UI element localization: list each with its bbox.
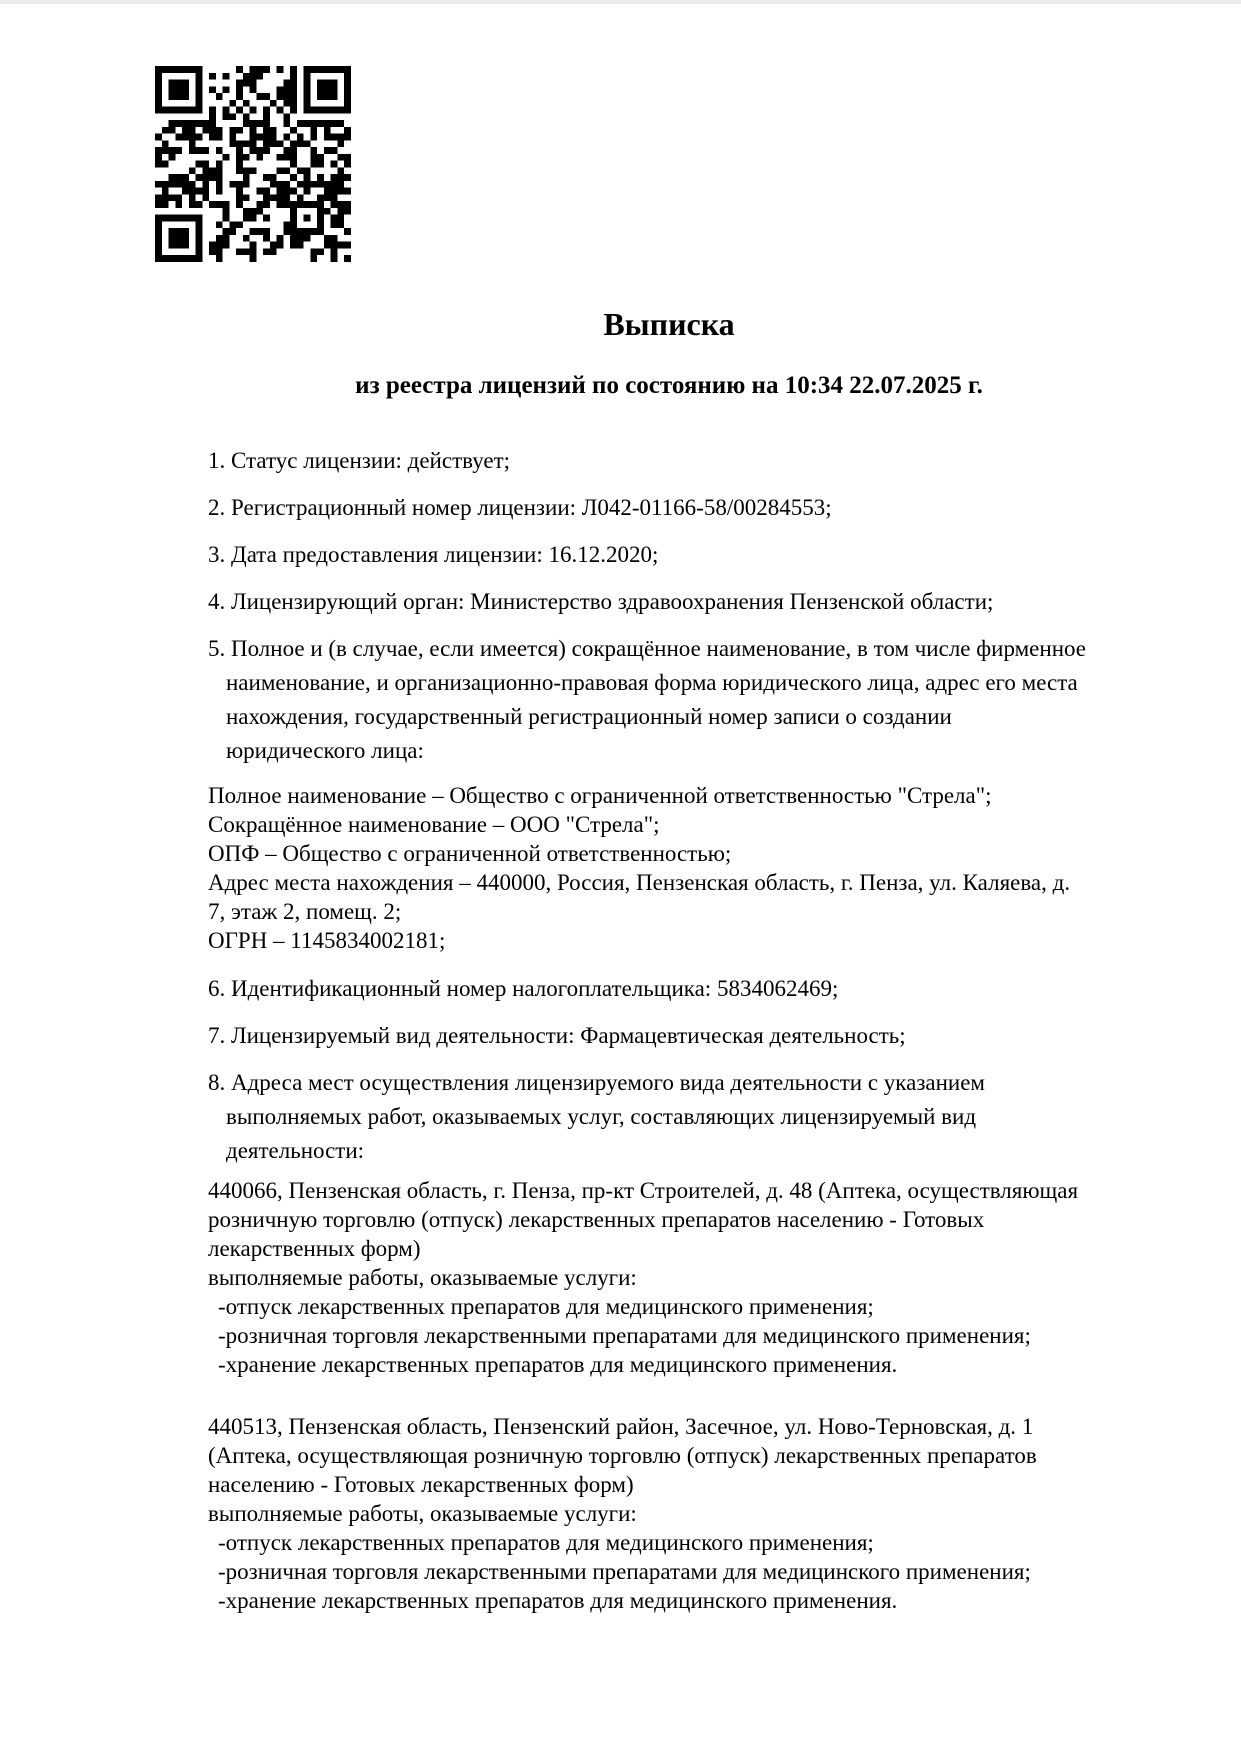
- clause-activity-type: 7. Лицензируемый вид деятельности: Фармацевтическая деятельность;: [208, 1023, 906, 1048]
- clause-8-line-2: выполняемых работ, оказываемых услуг, составляющих лицензируемый вид: [226, 1104, 977, 1129]
- location-1: [208, 1176, 1130, 1379]
- clause-company-name-heading: [208, 632, 1130, 768]
- clauses-section: [208, 444, 1130, 1615]
- location-2-works-header: выполняемые работы, оказываемые услуги:: [208, 1501, 637, 1526]
- company-address-line-2: 7, этаж 2, помещ. 2;: [208, 899, 402, 924]
- location-1-service-3: -хранение лекарственных препаратов для медицинского применения.: [218, 1352, 898, 1377]
- location-1-service-2: -розничная торговля лекарственными препаратами для медицинского применения;: [218, 1323, 1031, 1348]
- clause-8-line-1: 8. Адреса мест осуществления лицензируемого вида деятельности с указанием: [208, 1070, 985, 1095]
- location-2-service-1: -отпуск лекарственных препаратов для медицинского применения;: [218, 1530, 874, 1555]
- location-1-service-1: -отпуск лекарственных препаратов для медицинского применения;: [218, 1294, 874, 1319]
- location-1-address-line-1: 440066, Пензенская область, г. Пенза, пр-кт Строителей, д. 48 (Аптека, осуществляющая: [208, 1178, 1079, 1203]
- location-1-works-header: выполняемые работы, оказываемые услуги:: [208, 1265, 637, 1290]
- clause-5-line-3: нахождения, государственный регистрационный номер записи о создании: [226, 704, 952, 729]
- location-2-address-line-1: 440513, Пензенская область, Пензенский район, Засечное, ул. Ново-Терновская, д. 1: [208, 1414, 1034, 1439]
- document-body: [208, 4, 1130, 1615]
- company-full-name: Полное наименование – Общество с ограниченной ответственностью "Стрела";: [208, 783, 992, 808]
- clause-5-line-2: наименование, и организационно-правовая форма юридического лица, адрес его места: [226, 670, 1078, 695]
- location-2-address-line-3: населению - Готовых лекарственных форм): [208, 1472, 634, 1497]
- clause-activity-addresses-heading: [208, 1066, 1130, 1168]
- company-legal-form: ОПФ – Общество с ограниченной ответственностью;: [208, 841, 732, 866]
- document-subtitle: из реестра лицензий по состоянию на 10:34 22.07.2025 г.: [355, 372, 983, 399]
- location-1-address-line-3: лекарственных форм): [208, 1236, 421, 1261]
- location-1-address-line-2: розничную торговлю (отпуск) лекарственных препаратов населению - Готовых: [208, 1207, 985, 1232]
- clause-5-line-1: 5. Полное и (в случае, если имеется) сокращённое наименование, в том числе фирменное: [208, 636, 1086, 661]
- company-short-name: Сокращённое наименование – ООО "Стрела";: [208, 812, 660, 837]
- clause-grant-date: 3. Дата предоставления лицензии: 16.12.2020;: [208, 542, 659, 567]
- clause-registration-number: 2. Регистрационный номер лицензии: Л042-01166-58/00284553;: [208, 495, 832, 520]
- clause-inn: 6. Идентификационный номер налогоплательщика: 5834062469;: [208, 976, 839, 1001]
- company-ogrn: ОГРН – 1145834002181;: [208, 928, 446, 953]
- location-2-service-2: -розничная торговля лекарственными препаратами для медицинского применения;: [218, 1559, 1031, 1584]
- location-2-service-3: -хранение лекарственных препаратов для медицинского применения.: [218, 1588, 898, 1613]
- document-title: Выписка: [603, 306, 735, 342]
- clause-5-line-4: юридического лица:: [226, 738, 424, 763]
- company-details: [208, 781, 1130, 955]
- company-address-line-1: Адрес места нахождения – 440000, Россия, Пензенская область, г. Пенза, ул. Каляева, д.: [208, 870, 1071, 895]
- clause-8-line-3: деятельности:: [226, 1138, 365, 1163]
- clause-licensing-authority: 4. Лицензирующий орган: Министерство здравоохранения Пензенской области;: [208, 589, 994, 614]
- location-2: [208, 1412, 1130, 1615]
- location-2-address-line-2: (Аптека, осуществляющая розничную торговлю (отпуск) лекарственных препаратов: [208, 1443, 1037, 1468]
- clause-license-status: 1. Статус лицензии: действует;: [208, 448, 511, 473]
